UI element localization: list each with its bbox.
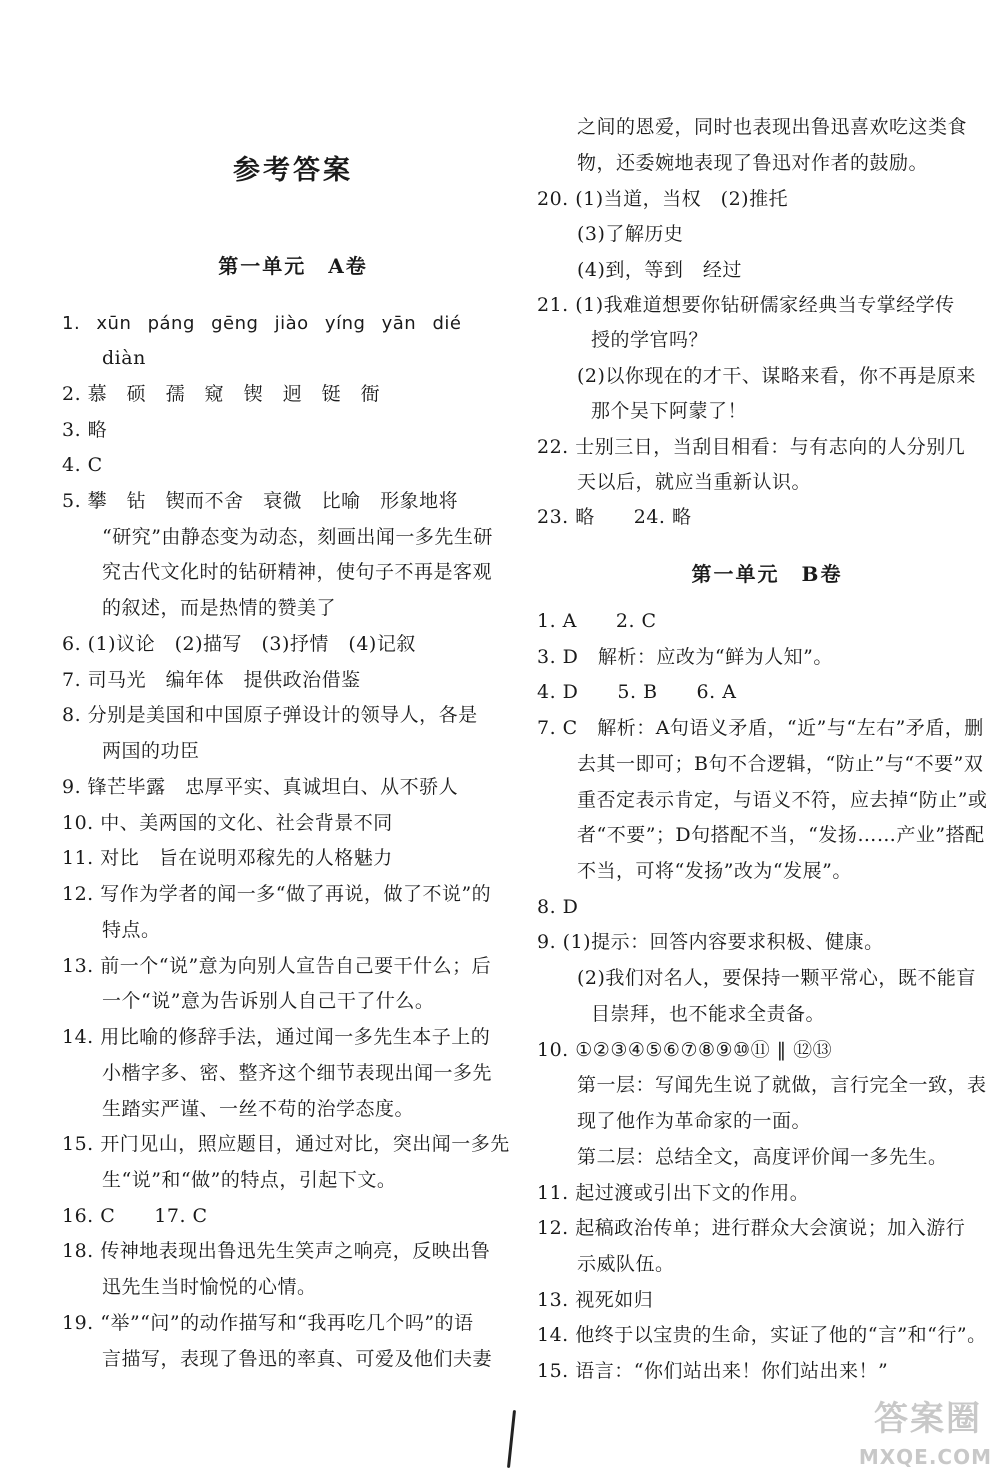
answer-line: 者“不要”；D句搭配不当，“发扬……产业”搭配 (577, 824, 985, 846)
answer-line: 12. 起稿政治传单；进行群众大会演说；加入游行 (537, 1217, 966, 1239)
answer-line: 物，还委婉地表现了鲁迅对作者的鼓励。 (577, 152, 929, 174)
answer-line: 去其一即可；B句不合逻辑，“防止”与“不要”双 (577, 753, 984, 775)
answer-line: 19. “举”“问”的动作描写和“我再吃几个吗”的语 (62, 1312, 474, 1334)
answer-line: 11. 起过渡或引出下文的作用。 (537, 1182, 810, 1204)
answer-line: 2. 慕 硕 孺 窥 锲 迥 铤 衙 (62, 383, 381, 405)
watermark-text: 答案圈 (874, 1399, 982, 1439)
answer-line: 天以后，就应当重新认识。 (577, 471, 812, 493)
pen-stroke-mark (507, 1410, 516, 1468)
section-title-b: 第一单元 B卷 (691, 562, 843, 586)
answer-line: 生踏实严谨、一丝不苟的治学态度。 (102, 1098, 415, 1120)
answer-line: 第二层：总结全文，高度评价闻一多先生。 (577, 1146, 948, 1168)
answer-line: 4. D 5. B 6. A (537, 681, 737, 703)
page-title: 参考答案 (233, 155, 353, 186)
answer-line: 23. 略 24. 略 (537, 506, 692, 528)
answer-line: 现了他作为革命家的一面。 (577, 1110, 812, 1132)
answer-line: 之间的恩爱，同时也表现出鲁迅喜欢吃这类食 (577, 116, 968, 138)
answer-line: (4)到，等到 经过 (577, 259, 742, 281)
answer-line: 4. C (62, 454, 103, 476)
answer-line: (2)以你现在的才干、谋略来看，你不再是原来 (577, 365, 976, 387)
answer-line: 20. (1)当道，当权 (2)推托 (537, 188, 789, 210)
answer-line: 10. ①②③④⑤⑥⑦⑧⑨⑩⑪ ‖ ⑫⑬ (537, 1039, 833, 1061)
answer-line: 9. (1)提示：回答内容要求积极、健康。 (537, 931, 884, 953)
answer-line: 1. xūn páng gēng jiào yíng yān dié (62, 313, 462, 334)
answer-line: 18. 传神地表现出鲁迅先生笑声之响亮，反映出鲁 (62, 1240, 491, 1262)
answer-line: 16. C 17. C (62, 1205, 208, 1227)
answer-line: 13. 前一个“说”意为向别人宣告自己要干什么；后 (62, 955, 492, 977)
answer-line: 重否定表示肯定，与语义不符，应去掉“防止”或 (577, 789, 988, 811)
answer-line: 1. A 2. C (537, 610, 657, 632)
answer-line: 7. C 解析：A句语义矛盾，“近”与“左右”矛盾，删 (537, 717, 984, 739)
answer-line: (3)了解历史 (577, 223, 684, 245)
answer-line: 3. D 解析：应改为“鲜为人知”。 (537, 646, 833, 668)
answer-line: 不当，可将“发扬”改为“发展”。 (577, 860, 852, 882)
answer-line: 目崇拜，也不能求全责备。 (591, 1003, 826, 1025)
answer-line: 那个吴下阿蒙了！ (591, 400, 748, 422)
answer-line: 的叙述，而是热情的赞美了 (102, 597, 337, 619)
answer-line: 10. 中、美两国的文化、社会背景不同 (62, 812, 393, 834)
answer-line: 7. 司马光 编年体 提供政治借鉴 (62, 669, 361, 691)
answer-line: 3. 略 (62, 419, 108, 441)
answer-line: 第一层：写闻先生说了就做，言行完全一致，表 (577, 1074, 987, 1096)
answer-line: 21. (1)我难道想要你钻研儒家经典当专掌经学传 (537, 294, 955, 316)
answer-line: 13. 视死如归 (537, 1289, 654, 1311)
answer-line: 小楷字多、密、整齐这个细节表现出闻一多先 (102, 1062, 493, 1084)
answer-line: 15. 语言：“你们站出来！你们站出来！” (537, 1360, 889, 1382)
answer-line: 8. D (537, 896, 579, 918)
answer-line: diàn (102, 347, 146, 369)
answer-line: 示威队伍。 (577, 1253, 675, 1275)
answer-line: 言描写，表现了鲁迅的率真、可爱及他们夫妻 (102, 1348, 493, 1370)
answer-line: 15. 开门见山，照应题目，通过对比，突出闻一多先 (62, 1133, 510, 1155)
answer-line: 授的学官吗？ (591, 329, 709, 351)
answer-line: 14. 用比喻的修辞手法，通过闻一多先生本子上的 (62, 1026, 491, 1048)
answer-line: 迅先生当时愉悦的心情。 (102, 1276, 317, 1298)
answer-line: 22. 士别三日，当刮目相看：与有志向的人分别几 (537, 436, 966, 458)
answer-line: 究古代文化时的钻研精神，使句子不再是客观 (102, 561, 493, 583)
answer-line: “研究”由静态变为动态，刻画出闻一多先生研 (102, 526, 493, 548)
answer-line: 一个“说”意为告诉别人自己干了什么。 (102, 990, 435, 1012)
answer-line: 12. 写作为学者的闻一多“做了再说，做了不说”的 (62, 883, 492, 905)
answer-line: 11. 对比 旨在说明邓稼先的人格魅力 (62, 847, 393, 869)
watermark-logo (842, 1391, 992, 1469)
answer-line: 特点。 (102, 919, 161, 941)
answer-line: 生“说”和“做”的特点，引起下文。 (102, 1169, 397, 1191)
answer-line: 8. 分别是美国和中国原子弹设计的领导人，各是 (62, 704, 478, 726)
answer-line: 9. 锋芒毕露 忠厚平实、真诚坦白、从不骄人 (62, 776, 459, 798)
answer-line: 6. (1)议论 (2)描写 (3)抒情 (4)记叙 (62, 633, 416, 655)
section-title-a: 第一单元 A卷 (218, 254, 368, 278)
answer-line: 5. 攀 钻 锲而不舍 衰微 比喻 形象地将 (62, 490, 459, 512)
watermark-url: MXQE.COM (858, 1445, 992, 1469)
answer-line: 14. 他终于以宝贵的生命，实证了他的“言”和“行”。 (537, 1324, 987, 1346)
answer-line: 两国的功臣 (102, 740, 200, 762)
answer-line: (2)我们对名人，要保持一颗平常心，既不能盲 (577, 967, 976, 989)
